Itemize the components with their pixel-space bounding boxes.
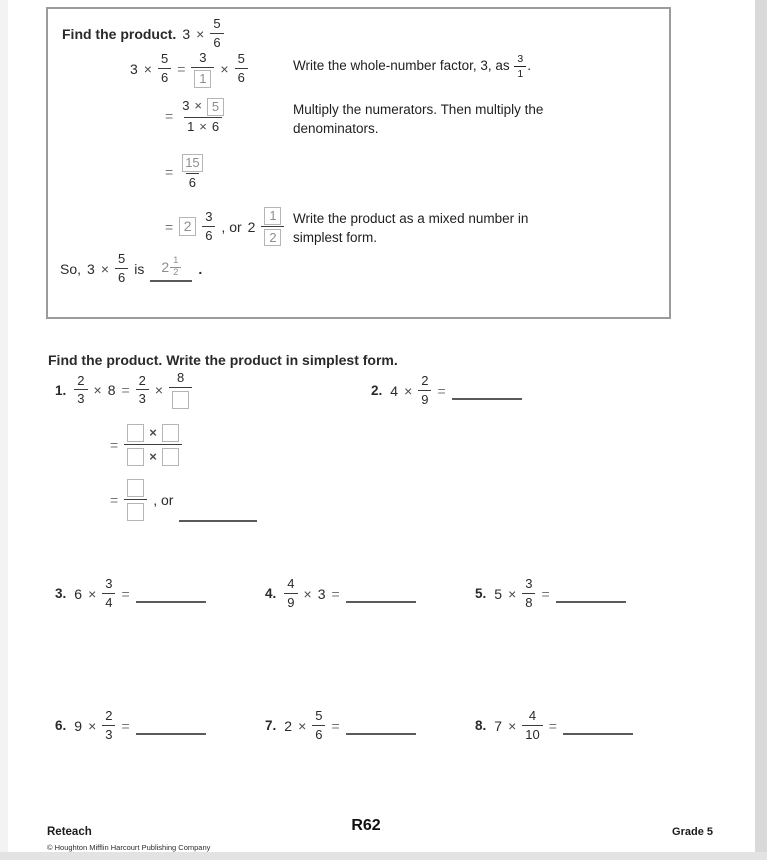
numerator: 5: [237, 51, 245, 67]
equals-sign: =: [121, 585, 130, 602]
numerator: [261, 207, 284, 226]
example-step-3: [165, 154, 206, 191]
denominator: 3: [74, 389, 87, 407]
problem-5: [475, 577, 626, 611]
numerator: 3: [199, 50, 207, 65]
problem-number: 2.: [371, 383, 383, 399]
fraction: [124, 423, 182, 467]
numerator: 2: [421, 373, 429, 388]
denominator: 6: [115, 268, 128, 286]
fraction: [115, 252, 128, 286]
answer-blank: [452, 382, 522, 400]
problem-3: [55, 577, 206, 611]
times-sign: ×: [508, 585, 517, 602]
whole-number: 9: [74, 717, 83, 734]
problem-1-line-3: [110, 478, 257, 522]
times-sign: ×: [220, 61, 229, 78]
equals-sign: =: [121, 717, 130, 734]
denominator: 9: [284, 593, 297, 611]
numerator: 3: [205, 208, 213, 224]
answer-box-filled: 2: [264, 229, 281, 247]
factor: 6: [211, 118, 220, 134]
equals-sign: =: [110, 492, 119, 508]
fraction: [124, 478, 147, 522]
times-sign: ×: [194, 98, 203, 114]
problem-8: [475, 709, 633, 743]
numerator: [124, 423, 182, 444]
times-sign: ×: [93, 382, 102, 399]
fraction: [235, 52, 248, 86]
problem-2: [371, 374, 522, 408]
equals-sign: =: [110, 437, 119, 453]
problem-number: 1.: [55, 382, 67, 398]
denominator: 3: [102, 725, 115, 743]
answer-box: [162, 448, 179, 466]
example-step-2: [165, 98, 227, 135]
fraction: [210, 17, 223, 51]
numerator: 5: [118, 251, 126, 266]
equals-sign: =: [177, 61, 186, 78]
fraction: [418, 374, 431, 408]
example-heading: [62, 17, 224, 51]
fraction: [514, 53, 526, 80]
numerator: 5: [213, 16, 221, 31]
footer-grade: Grade 5: [672, 826, 713, 838]
page-edge-bottom: [0, 852, 767, 860]
denominator: 9: [418, 390, 431, 408]
numerator: 3: [525, 576, 533, 591]
times-sign: ×: [143, 61, 152, 78]
denominator: 6: [202, 226, 215, 244]
example-heading-text: Find the product.: [62, 25, 177, 42]
fraction: [191, 51, 214, 88]
example-box: [46, 7, 671, 319]
numerator: 2: [138, 372, 146, 388]
note-text: .: [527, 58, 531, 74]
example-note-1: [293, 53, 673, 80]
problem-7: [265, 709, 416, 743]
answer-blank: [346, 585, 416, 603]
times-sign: ×: [298, 717, 307, 734]
denominator: 10: [522, 725, 542, 743]
numerator: 8: [176, 370, 185, 385]
whole-number: 3: [182, 25, 191, 42]
problem-number: 6.: [55, 718, 67, 734]
footer-copyright: © Houghton Mifflin Harcourt Publishing Company: [47, 843, 211, 852]
answer-box-filled: 5: [207, 98, 224, 116]
example-conclusion: [60, 252, 202, 286]
conclusion-text: So,: [60, 260, 82, 277]
example-note-3: [293, 210, 573, 248]
answer-mixed-number: [161, 256, 181, 280]
answer-blank: [136, 717, 206, 735]
times-sign: ×: [149, 424, 157, 440]
fraction: [102, 577, 115, 611]
denominator: 4: [102, 593, 115, 611]
denominator: [184, 117, 222, 135]
numerator: 2: [105, 708, 113, 723]
numerator: 5: [160, 51, 169, 67]
denominator: 6: [186, 173, 199, 191]
whole-number: 7: [494, 717, 503, 734]
numerator: 1: [173, 254, 179, 266]
times-sign: ×: [196, 25, 205, 42]
equals-sign: =: [548, 717, 557, 734]
answer-blank: [563, 717, 633, 735]
problem-1: [55, 371, 192, 410]
times-sign: ×: [149, 448, 157, 464]
times-sign: ×: [199, 118, 207, 134]
example-step-4: [165, 207, 284, 246]
fraction: [261, 207, 284, 246]
problem-number: 5.: [475, 586, 487, 602]
whole-number: 5: [494, 585, 503, 602]
answer-box-filled: 2: [179, 217, 196, 236]
whole-number: 3: [130, 61, 138, 78]
footer-page-number: R62: [351, 817, 381, 834]
note-text: Write the whole-number factor, 3, as: [293, 58, 510, 74]
answer-box: [162, 424, 179, 442]
denominator: [124, 444, 182, 467]
times-sign: ×: [508, 717, 517, 734]
numerator: 4: [528, 708, 537, 723]
numerator: [179, 98, 227, 117]
problem-number: 3.: [55, 586, 67, 602]
numerator: 2: [77, 372, 85, 388]
problem-number: 7.: [265, 718, 277, 734]
denominator: 2: [170, 267, 181, 279]
denominator: [124, 499, 147, 522]
numerator: 3: [105, 576, 113, 591]
numerator: [179, 154, 205, 173]
or-text: , or: [153, 492, 174, 508]
answer-blank: [346, 717, 416, 735]
answer-box: [127, 424, 144, 442]
whole-number: 3: [87, 260, 95, 277]
exercises-heading: Find the product. Write the product in simplest form.: [48, 352, 398, 368]
times-sign: ×: [154, 382, 164, 399]
denominator: 6: [235, 68, 248, 86]
times-sign: ×: [88, 717, 97, 734]
answer-blank: [556, 585, 626, 603]
whole-number: 3: [317, 585, 326, 602]
fraction: [179, 98, 227, 135]
numerator: 3: [517, 53, 524, 65]
equals-sign: =: [437, 382, 446, 399]
whole-number: 2: [247, 218, 256, 235]
fraction: [179, 154, 205, 191]
page-edge-left: [0, 0, 8, 860]
conclusion-text: is: [134, 260, 145, 277]
fraction: [312, 709, 325, 743]
denominator: [169, 387, 192, 410]
problem-4: [265, 577, 416, 611]
fraction: [202, 210, 215, 244]
answer-whole: 2: [161, 259, 170, 276]
problem-number: 4.: [265, 586, 277, 602]
answer-blank: [179, 504, 257, 522]
fraction: [169, 371, 192, 410]
note-text: Write the product as a mixed number in simplest form.: [293, 211, 529, 245]
answer-box-filled: 1: [264, 207, 281, 225]
problem-1-line-2: [110, 423, 182, 467]
footer-program: Reteach: [47, 826, 92, 838]
whole-number: 8: [107, 382, 116, 399]
numerator: [124, 478, 147, 499]
denominator: 6: [158, 68, 171, 86]
denominator: [191, 67, 214, 88]
fraction: [284, 577, 297, 611]
problem-6: [55, 709, 206, 743]
factor: 3: [182, 98, 190, 114]
period: .: [198, 260, 203, 277]
note-text: Multiply the numerators. Then multiply the denominators.: [293, 102, 544, 136]
times-sign: ×: [303, 585, 312, 602]
numerator: 4: [287, 576, 295, 591]
answer-box: [127, 448, 144, 466]
equals-sign: =: [165, 218, 174, 235]
equals-sign: =: [121, 382, 130, 399]
equals-sign: =: [165, 108, 174, 125]
equals-sign: =: [331, 717, 340, 734]
times-sign: ×: [404, 382, 413, 399]
fraction: [522, 709, 542, 743]
answer-box: [127, 479, 144, 497]
fraction: [102, 709, 115, 743]
fraction: [522, 577, 535, 611]
numerator: 5: [315, 708, 323, 723]
whole-number: 6: [74, 585, 83, 602]
answer-box: [172, 391, 189, 409]
answer-box-filled: 1: [194, 70, 211, 88]
answer-blank: [150, 256, 192, 283]
whole-number: 2: [284, 717, 293, 734]
fraction: [74, 374, 87, 408]
equals-sign: =: [165, 164, 174, 181]
fraction: [136, 374, 149, 408]
equals-sign: =: [541, 585, 550, 602]
denominator: 6: [210, 33, 223, 51]
answer-blank: [136, 585, 206, 603]
denominator: [261, 226, 284, 247]
fraction: [170, 256, 181, 280]
problem-number: 8.: [475, 718, 487, 734]
page-edge-right: [755, 0, 767, 860]
example-note-2: [293, 101, 608, 139]
whole-number: 4: [390, 382, 399, 399]
or-text: , or: [221, 218, 242, 235]
fraction: [158, 52, 171, 86]
denominator: 6: [312, 725, 325, 743]
answer-box: [127, 503, 144, 521]
times-sign: ×: [100, 260, 109, 277]
example-step-1: [130, 51, 248, 88]
denominator: 1: [514, 66, 526, 80]
factor: 1: [187, 118, 195, 134]
equals-sign: =: [331, 585, 340, 602]
times-sign: ×: [88, 585, 97, 602]
denominator: 3: [136, 389, 149, 407]
denominator: 8: [522, 593, 535, 611]
answer-box-filled: 15: [182, 154, 202, 172]
